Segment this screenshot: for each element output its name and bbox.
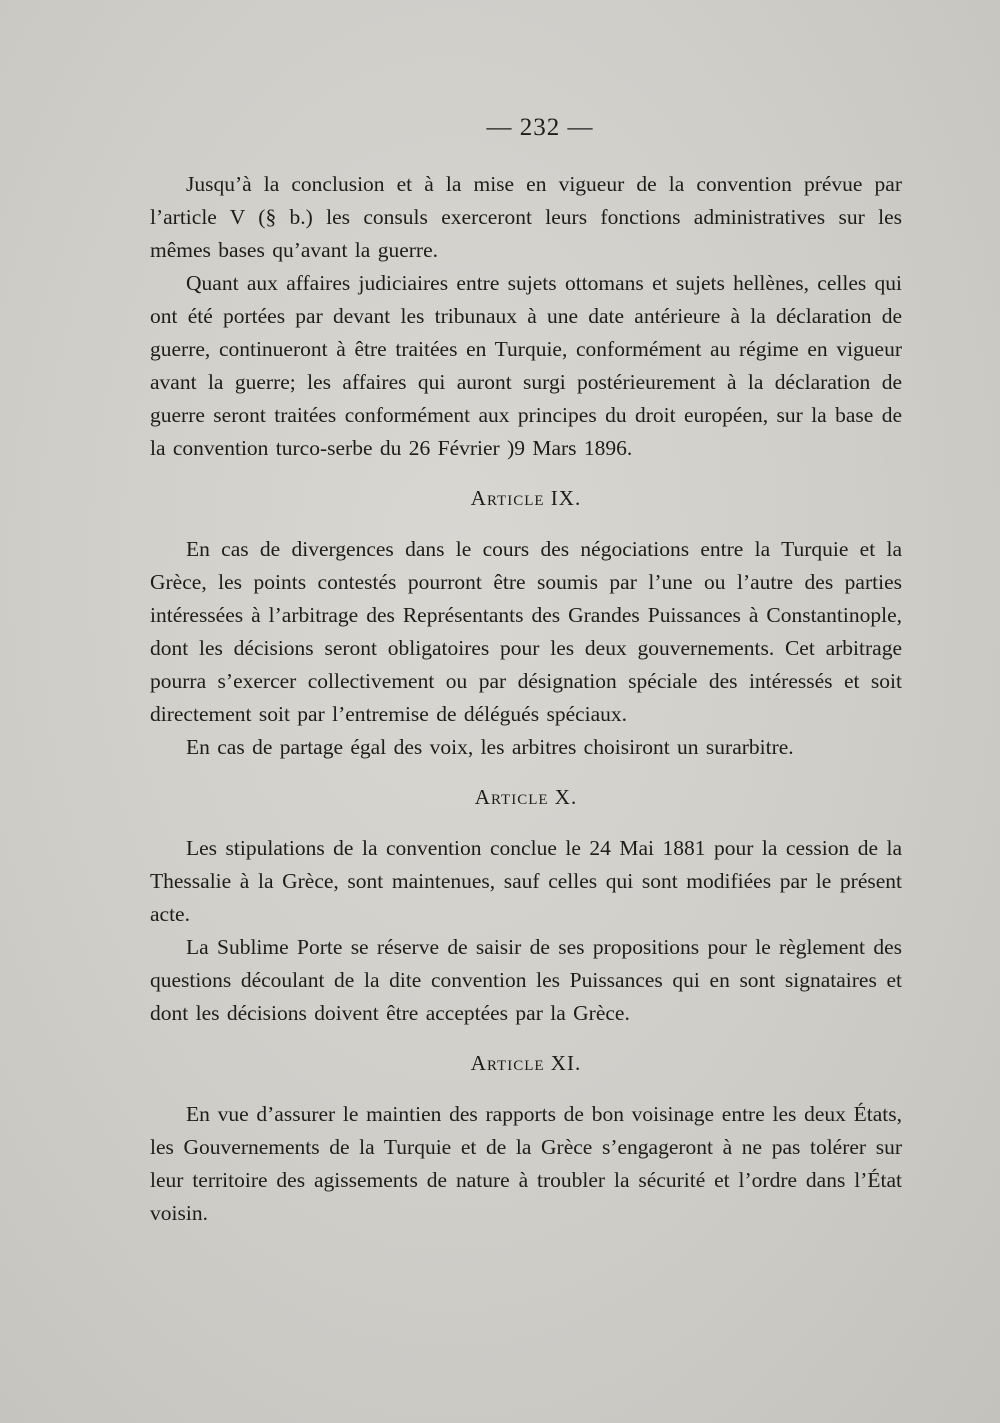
article-ix-heading: Article IX. (470, 486, 582, 510)
page-number: — 232 — (486, 114, 594, 141)
paragraph-consuls: Jusqu’à la conclusion et à la mise en vigueur de la convention prévue par l’article V (§ b.) les consuls exerceront leurs fonctions administratives sur les mêmes bases qu’avant la guerre. (150, 172, 902, 262)
paragraph-sublime-porte: La Sublime Porte se réserve de saisir de ses propositions pour le règlement des questions découlant de la dite convention les Puissances qui en sont signataires et dont les décisions doivent être acceptées par la Grèce. (150, 935, 902, 1025)
paragraph-surarbitre: En cas de partage égal des voix, les arbitres choisiront un surarbitre. (186, 735, 794, 759)
article-x-heading: Article X. (474, 785, 578, 809)
paragraph-judicial-affairs: Quant aux affaires judiciaires entre sujets ottomans et sujets hellènes, celles qui ont été portées par devant les tribunaux à une date antérieure à la déclaration de guerre, continueront à être traitées en Turquie, conformément au régime en vigueur avant la guerre; les affaires qui auront surgi postérieurement à la déclaration de guerre seront traitées conformément aux principes du droit européen, sur la base de la convention turco-serbe du 26 Février )9 Mars 1896. (150, 271, 902, 460)
paragraph-thessaly-convention: Les stipulations de la convention conclue le 24 Mai 1881 pour la cession de la Thessalie à la Grèce, sont maintenues, sauf celles qui sont modifiées par le présent acte. (150, 836, 902, 926)
document-body (150, 168, 902, 1230)
paragraph-arbitration: En cas de divergences dans le cours des négociations entre la Turquie et la Grèce, les points contestés pourront être soumis par l’une ou l’autre des parties intéressées à l’arbitrage des Représentants des Grandes Puissances à Constantinople, dont les décisions seront obligatoires pour les deux gouvernements. Cet arbitrage pourra s’exercer collectivement ou par désignation spéciale des intéressés et soit directement soit par l’entremise de délégués spéciaux. (150, 537, 902, 726)
article-xi-heading: Article XI. (470, 1051, 582, 1075)
paragraph-good-neighbourliness: En vue d’assurer le maintien des rapports de bon voisinage entre les deux États, les Gouvernements de la Turquie et de la Grèce s’engageront à ne pas tolérer sur leur territoire des agissements de nature à troubler la sécurité et l’ordre dans l’État voisin. (150, 1102, 902, 1225)
